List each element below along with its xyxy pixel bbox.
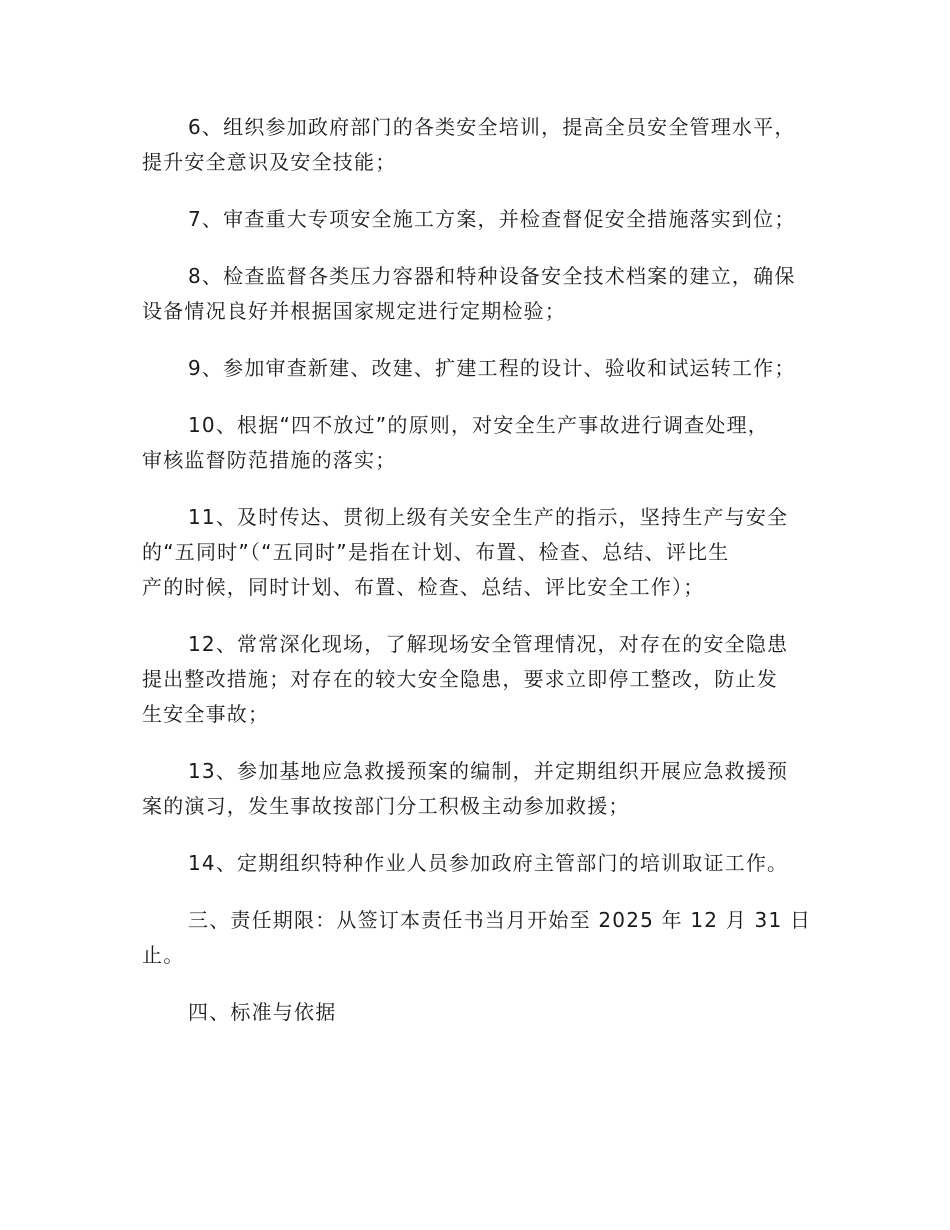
text-line: 10、根据“四不放过”的原则，对安全生产事故进行调查处理， xyxy=(188,413,769,437)
text-line: 6、组织参加政府部门的各类安全培训，提高全员安全管理水平， xyxy=(188,115,796,139)
text-line: 提出整改措施；对存在的较大安全隐患，要求立即停工整改，防止发 xyxy=(142,667,778,691)
text-line: 审核监督防范措施的落实； xyxy=(142,448,397,472)
text-line: 四、标准与依据 xyxy=(188,1000,337,1024)
text-line: 8、检查监督各类压力容器和特种设备安全技术档案的建立，确保 xyxy=(188,264,796,288)
paragraph-responsibility-period xyxy=(142,903,812,973)
paragraph-item-14 xyxy=(142,846,808,881)
paragraph-item-13 xyxy=(142,754,808,824)
text-line: 设备情况良好并根据国家规定进行定期检验； xyxy=(142,299,566,323)
paragraph-item-11 xyxy=(142,500,808,605)
paragraph-item-6 xyxy=(142,110,808,180)
text-line: 三、责任期限：从签订本责任书当月开始至 2025 年 12 月 31 日 xyxy=(188,908,812,932)
paragraph-item-9 xyxy=(142,351,808,386)
section-heading-standards xyxy=(142,995,808,1030)
text-line: 止。 xyxy=(142,943,185,967)
paragraph-item-8 xyxy=(142,259,808,329)
text-line: 产的时候，同时计划、布置、检查、总结、评比安全工作）； xyxy=(142,575,705,599)
text-line: 提升安全意识及安全技能； xyxy=(142,150,397,174)
text-line: 12、常常深化现场，了解现场安全管理情况，对存在的安全隐患 xyxy=(188,632,789,656)
text-line: 7、审查重大专项安全施工方案，并检查督促安全措施落实到位； xyxy=(188,207,796,231)
text-line: 11、及时传达、贯彻上级有关安全生产的指示，坚持生产与安全 xyxy=(188,505,789,529)
text-line: 生安全事故； xyxy=(142,702,270,726)
text-line: 14、定期组织特种作业人员参加政府主管部门的培训取证工作。 xyxy=(188,851,789,875)
text-line: 的“五同时”（“五同时”是指在计划、布置、检查、总结、评比生 xyxy=(142,540,730,564)
paragraph-item-7 xyxy=(142,202,808,237)
text-line: 13、参加基地应急救援预案的编制，并定期组织开展应急救援预 xyxy=(188,759,789,783)
paragraph-item-12 xyxy=(142,627,808,732)
text-line: 9、参加审查新建、改建、扩建工程的设计、验收和试运转工作； xyxy=(188,356,796,380)
text-line: 案的演习，发生事故按部门分工积极主动参加救援； xyxy=(142,794,630,818)
document-body xyxy=(142,110,812,1052)
paragraph-item-10 xyxy=(142,408,808,478)
